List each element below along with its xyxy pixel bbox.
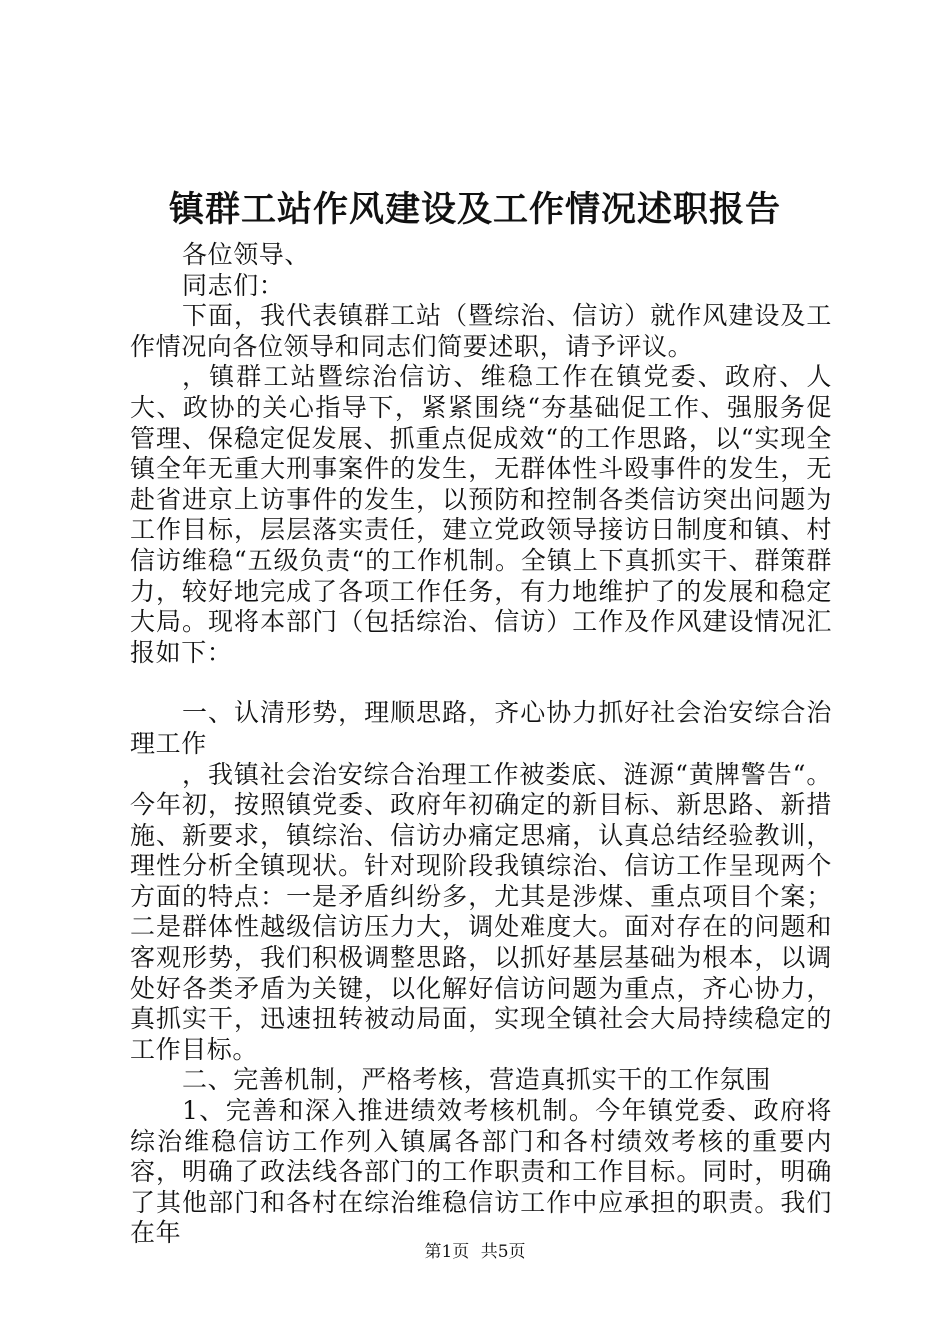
document-body [130,240,832,1249]
page-number: 第1页 [424,1242,470,1262]
section-heading-2: 二、完善机制，严格考核，营造真抓实干的工作氛围 [182,1065,771,1095]
salutation-comrades: 同志们： [182,270,285,300]
page-footer [0,1240,950,1264]
overview-paragraph: ，镇群工站暨综治信访、维稳工作在镇党委、政府、人大、政协的关心指导下，紧紧围绕“夯基础促工作、强服务促管理、保稳定促发展、抓重点促成效“的工作思路，以“实现全镇全年无重大刑事案件的发生，无群体性斗殴事件的发生，无赴省进京上访事件的发生，以预防和控制各类信访突出问题为工作目标，层层落实责任，建立党政领导接访日制度和镇、村信访维稳“五级负责“的工作机制。全镇上下真抓实干、群策群力，较好地完成了各项工作任务，有力地维护了的发展和稳定大局。现将本部门（包括综治、信访）工作及作风建设情况汇报如下： [130,362,832,667]
section-heading-1: 一、认清形势，理顺思路，齐心协力抓好社会治安综合治理工作 [130,698,832,758]
page-total: 共5页 [480,1242,526,1262]
section-2-item-1: 1、完善和深入推进绩效考核机制。今年镇党委、政府将综治维稳信访工作列入镇属各部门和各村绩效考核的重要内容，明确了政法线各部门的工作职责和工作目标。同时，明确了其他部门和各村在综治维稳信访工作中应承担的职责。我们在年 [130,1096,832,1248]
section-1-paragraph: ，我镇社会治安综合治理工作被娄底、涟源“黄牌警告“。今年初，按照镇党委、政府年初确定的新目标、新思路、新措施、新要求，镇综治、信访办痛定思痛，认真总结经验教训，理性分析全镇现状。针对现阶段我镇综治、信访工作呈现两个方面的特点：一是矛盾纠纷多，尤其是涉煤、重点项目个案；二是群体性越级信访压力大，调处难度大。面对存在的问题和客观形势，我们积极调整思路，以抓好基层基础为根本，以调处好各类矛盾为关键，以化解好信访问题为重点，齐心协力，真抓实干，迅速扭转被动局面，实现全镇社会大局持续稳定的工作目标。 [130,759,832,1064]
intro-paragraph: 下面，我代表镇群工站（暨综治、信访）就作风建设及工作情况向各位领导和同志们简要述职，请予评议。 [130,301,832,361]
salutation-leaders: 各位领导、 [182,240,311,269]
document-title: 镇群工站作风建设及工作情况述职报告 [168,189,781,230]
